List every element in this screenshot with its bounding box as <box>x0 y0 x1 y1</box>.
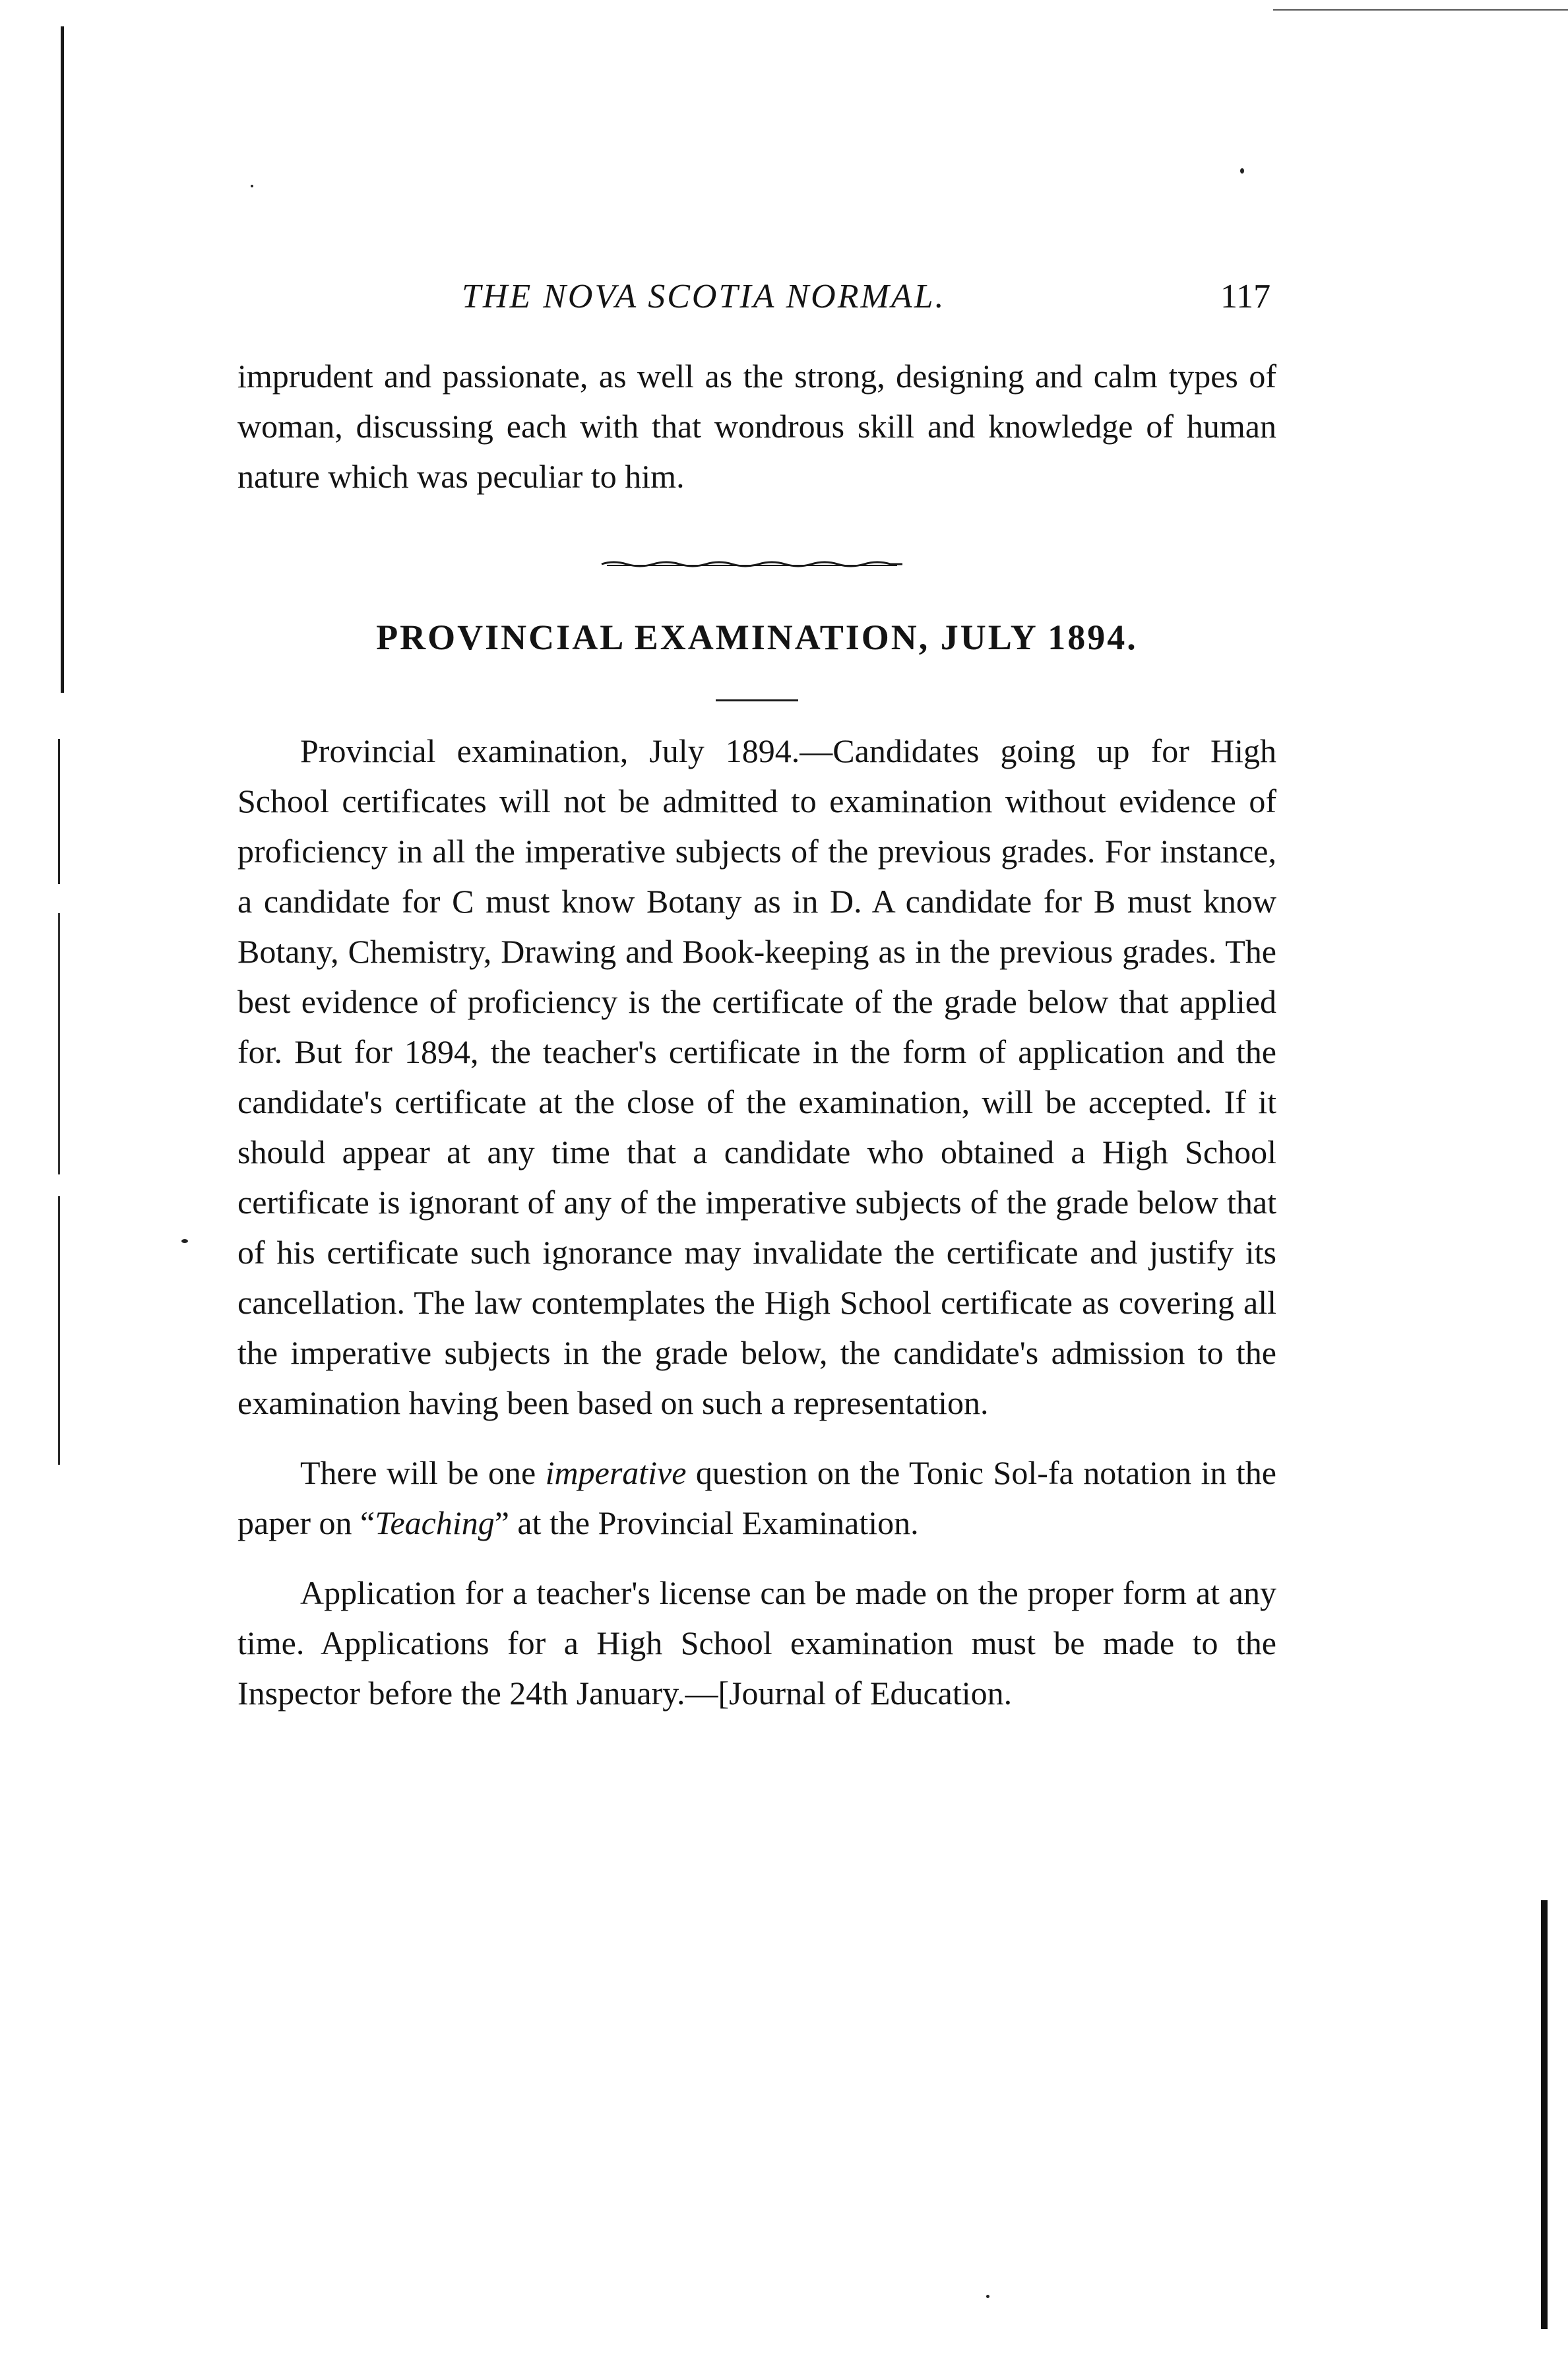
running-head: THE NOVA SCOTIA NORMAL. <box>462 278 946 315</box>
section-title: PROVINCIAL EXAMINATION, JULY 1894. <box>376 618 1138 657</box>
scan-speck <box>1240 168 1244 174</box>
scan-edge-rule <box>1273 9 1568 11</box>
article-body <box>237 726 1276 1718</box>
paragraph-3: Application for a teacher's license can be made on the proper form at any time. Applications for a High School examination must be made to the Inspector before the 24th January.—[Journal of Education. <box>237 1574 1276 1712</box>
paragraph-2-text-b: question on the Tonic Sol-fa notation in the paper on “ <box>237 1454 1276 1541</box>
scan-speck <box>251 185 253 187</box>
page-number: 117 <box>1220 278 1271 315</box>
scan-margin-line <box>61 26 64 693</box>
paragraph-1: Provincial examination, July 1894.—Candidates going up for High School certificates will not be admitted to examination without evidence of proficiency in all the imperative subjects of the previous grades. For instance, a candidate for C must know Botany as in D. A candidate for B must know Botany, Chemistry, Drawing and Book-keeping as in the previous grades. The best evidence of proficiency is the certificate of the grade below that applied for. But for 1894, the teacher's certificate in the form of application and the candidate's certificate at the close of the examination, will be accepted. If it should appear at any time that a candidate who obtained a High School certificate is ignorant of any of the imperative subjects of the grade below that of his certificate such ignorance may invalidate the certificate and justify its cancellation. The law contemplates the High School certificate as covering all the imperative subjects in the grade below, the candidate's admission to the examination having been based on such a representation. <box>237 732 1276 1421</box>
title-divider <box>716 699 798 701</box>
paragraph-2-text-c: ” at the Provincial Examination. <box>494 1504 919 1541</box>
scan-speck <box>181 1239 188 1243</box>
paragraph-2-emphasis-teaching: Teaching <box>375 1504 495 1541</box>
continued-paragraph-block <box>237 351 1276 501</box>
scan-margin-line-lower <box>58 739 60 1465</box>
ornamental-rule <box>600 558 904 571</box>
scan-speck <box>986 2295 989 2298</box>
continued-paragraph: imprudent and passionate, as well as the strong, designing and calm types of woman, discussing each with that wondrous skill and knowledge of human nature which was peculiar to him. <box>237 358 1276 495</box>
paragraph-2-text-a: There will be one <box>300 1454 546 1491</box>
paragraph-2-emphasis-imperative: imperative <box>545 1454 687 1491</box>
paragraph-2 <box>237 1448 1276 1548</box>
scan-margin-line-right <box>1541 1900 1548 2329</box>
